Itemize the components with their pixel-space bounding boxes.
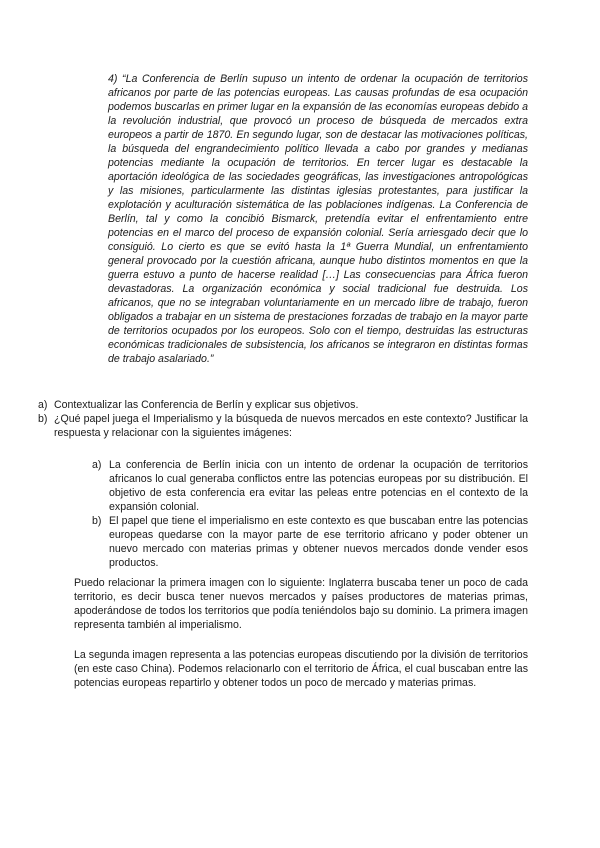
question-text: ¿Qué papel juega el Imperialismo y la búsqueda de nuevos mercados en este contexto? Justificar la respuesta y relacionar con la siguientes imágenes: — [54, 413, 528, 439]
paragraph-first-image: Puedo relacionar la primera imagen con lo siguiente: Inglaterra buscaba tener un poco de cada territorio, es decir busca tener nuevos mercados y países productores de materias primas, apoderándose de todos los territorios que podía teniéndolos bajo su dominio. La primera imagen representa también al imperialismo. — [74, 577, 528, 631]
question-list — [38, 398, 528, 440]
answer-text: La conferencia de Berlín inicia con un intento de ordenar la ocupación de territorios africanos lo cual generaba conflictos entre las potencias europeas por su distribución. El objetivo de esta conferencia era evitar las peleas entre potencias en el contexto de la expansión colonial. — [109, 459, 528, 513]
answer-label: a) — [92, 459, 102, 471]
paragraph-second-image: La segunda imagen representa a las potencias europeas discutiendo por la división de territorios (en este caso China). Podemos relacionarlo con el territorio de África, el cual buscaban entre las potencias europeas repartirlo y obtener todos un poco de mercado y materias primas. — [74, 649, 528, 689]
answer-text: El papel que tiene el imperialismo en este contexto es que buscaban entre las potencias europeas quedarse con la mayor parte de ese territorio africano y poder obtener un nuevo mercado con materias primas y obtener nuevos mercados donde vender esos productos. — [109, 515, 528, 569]
answer-item — [92, 514, 528, 570]
answer-item — [92, 458, 528, 514]
answer-list — [92, 458, 528, 570]
question-label: b) — [38, 413, 48, 425]
question-item — [38, 412, 528, 440]
quote-text: 4) “La Conferencia de Berlín supuso un intento de ordenar la ocupación de territorios africanos por parte de las potencias europeas. Las causas profundas de esa ocupación podemos buscarlas en primer lugar en la expansión de las economías europeas debido a la revolución industrial, que provocó un proceso de búsqueda de mercados extra europeos a partir de 1870. En segundo lugar, son de destacar las motivaciones políticas, la búsqueda del engrandecimiento político llevada a cabo por grandes y medianas potencias mediante la ocupación de territorios. En tercer lugar es destacable la aportación ideológica de las sociedades geográficas, las investigaciones antropológicas y las misiones, particularmente las distintas iglesias protestantes, para justificar la explotación y aculturación sistemática de las poblaciones indígenas. La Conferencia de Berlín, tal y como la concibió Bismarck, pretendía evitar el enfrentamiento entre potencias en el marco del proceso de expansión colonial. Sería arriesgado decir que lo consiguió. Lo cierto es que se evitó hasta la 1ª Guerra Mundial, un enfrentamiento general provocado por la cuestión africana, aunque hubo distintos momentos en que la guerra estuvo a punto de hacerse realidad […] Las consecuencias para África fueron devastadoras. La organización económica y social tradicional fue destruida. Los africanos, que no se integraban voluntariamente en un mercado libre de trabajo, fueron obligados a trabajar en un sistema de prestaciones forzadas de trabajo en la mayor parte de territorios ocupados por los europeos. Solo con el tiempo, destruidas las estructuras económicas tradicionales de subsistencia, los africanos se integraron en distintas formas de trabajo asalariado.” — [108, 73, 528, 365]
source-quote — [108, 72, 528, 366]
answer-label: b) — [92, 515, 102, 527]
question-text: Contextualizar las Conferencia de Berlín y explicar sus objetivos. — [54, 399, 359, 411]
question-label: a) — [38, 399, 48, 411]
question-item — [38, 398, 528, 412]
